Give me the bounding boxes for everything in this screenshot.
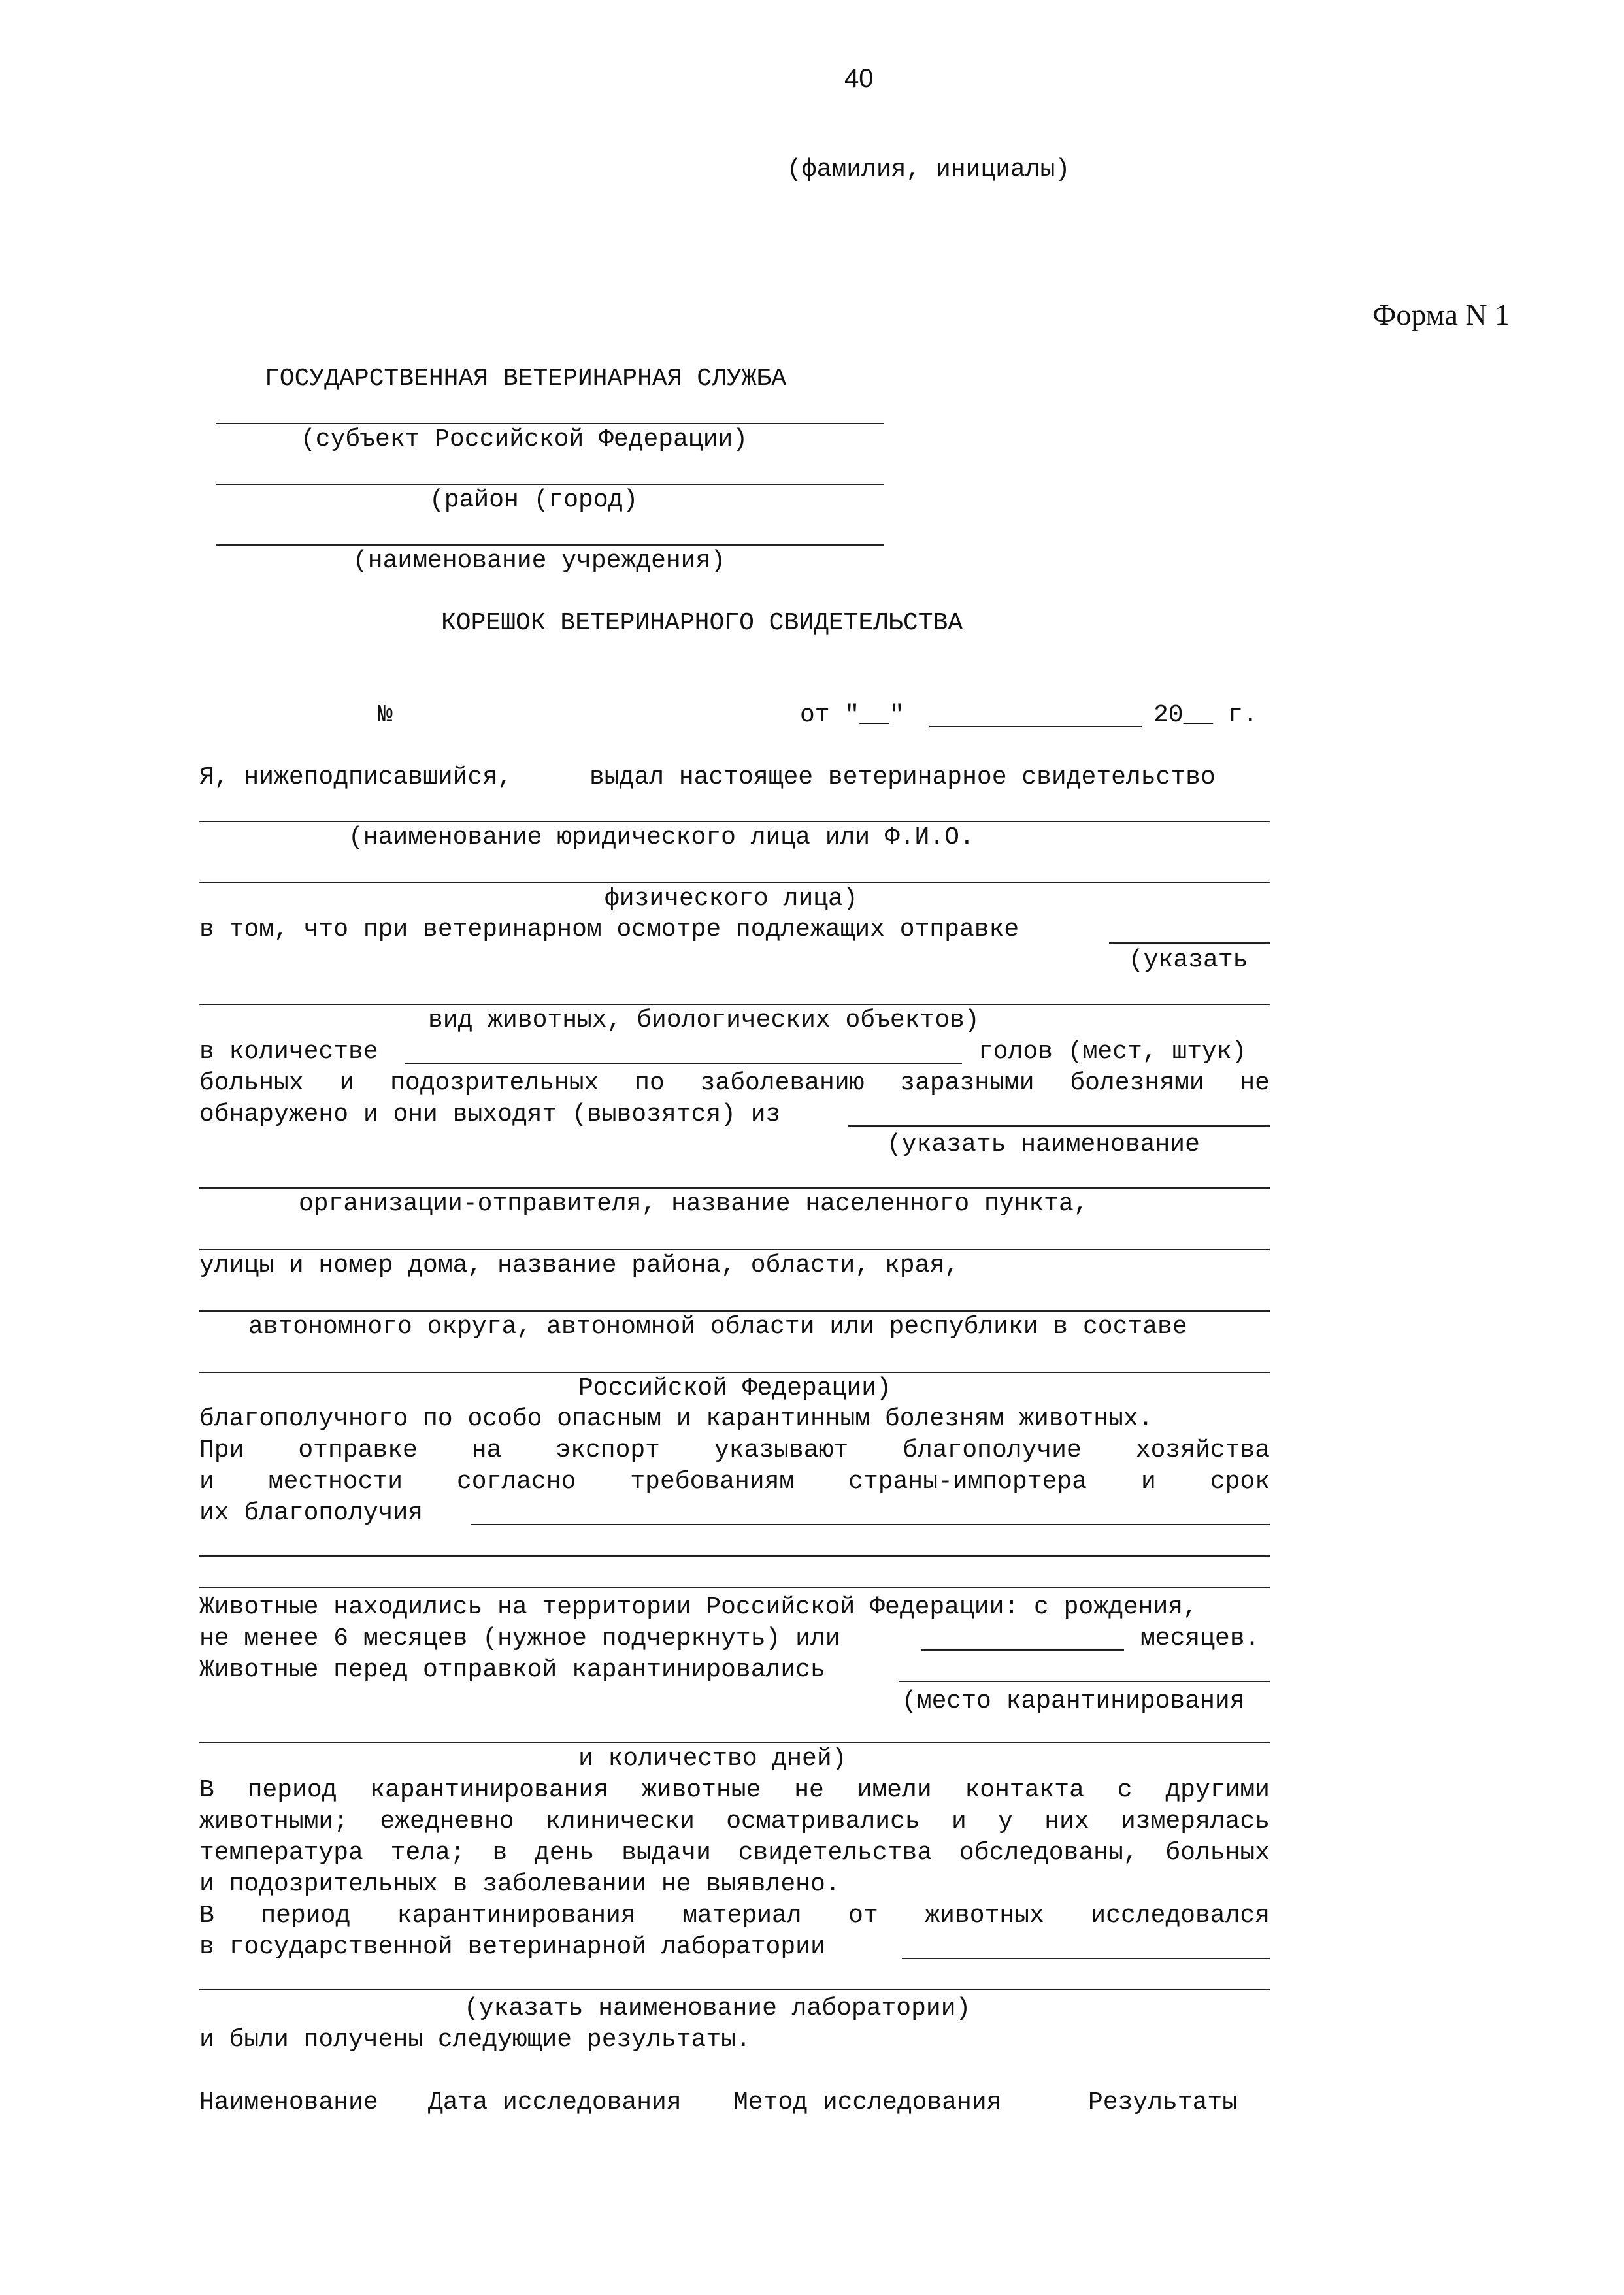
date-year: 20__ г. — [1153, 701, 1258, 729]
date-from: от "__" — [800, 701, 904, 729]
text-line: Животные находились на территории Российской Федерации: с рождения, — [199, 1593, 1198, 1621]
text-line: выдал настоящее ветеринарное свидетельство — [589, 763, 1216, 791]
blank-line — [199, 821, 1270, 822]
blank-line — [199, 1249, 1270, 1250]
text-line: в государственной ветеринарной лаборатории — [199, 1933, 825, 1961]
text-line: животными; ежедневно клинически осматривались и у них измерялась — [199, 1808, 1270, 1836]
text-line: не менее 6 месяцев (нужное подчеркнуть) или — [199, 1625, 840, 1653]
text-line: в количестве — [199, 1038, 378, 1066]
district-line — [216, 484, 884, 485]
text-line: и местности согласно требованиям страны-импортера и срок — [199, 1468, 1270, 1496]
service-name: ГОСУДАРСТВЕННАЯ ВЕТЕРИНАРНАЯ СЛУЖБА — [265, 365, 787, 393]
blank-line — [199, 1587, 1270, 1588]
caption: и количество дней) — [578, 1745, 847, 1773]
signature-caption: (фамилия, инициалы) — [787, 156, 1070, 184]
document-title: КОРЕШОК ВЕТЕРИНАРНОГО СВИДЕТЕЛЬСТВА — [441, 609, 963, 637]
district-caption: (район (город) — [429, 486, 638, 514]
blank-line — [902, 1958, 1270, 1959]
page-number: 40 — [844, 64, 874, 93]
institution-caption: (наименование учреждения) — [353, 547, 726, 575]
caption: автономного округа, автономной области или республики в составе — [248, 1313, 1187, 1341]
text-line: температура тела; в день выдачи свидетельства обследованы, больных — [199, 1839, 1270, 1867]
text-line: и были получены следующие результаты. — [199, 2026, 751, 2054]
subject-line — [216, 423, 884, 424]
text-line: в том, что при ветеринарном осмотре подлежащих отправке — [199, 916, 1019, 944]
months-line — [921, 1649, 1124, 1651]
column-header-method: Метод исследования — [733, 2089, 1002, 2117]
text-line: При отправке на экспорт указывают благополучие хозяйства — [199, 1436, 1270, 1464]
text-line: Животные перед отправкой карантинировались — [199, 1656, 825, 1684]
blank-line — [199, 882, 1270, 883]
text-line: обнаружено и они выходят (вывозятся) из — [199, 1100, 781, 1129]
text-line: Я, нижеподписавшийся, — [199, 763, 512, 791]
text-line: и подозрительных в заболевании не выявлено. — [199, 1870, 840, 1898]
blank-line — [199, 1372, 1270, 1373]
caption: организации-отправителя, название населенного пункта, — [299, 1190, 1089, 1218]
date-month-line — [929, 726, 1142, 727]
text-line: голов (мест, штук) — [978, 1038, 1247, 1066]
caption: (указать наименование лаборатории) — [464, 1994, 971, 2023]
caption: (указать наименование — [887, 1131, 1200, 1159]
text-line: В период карантинирования животные не имели контакта с другими — [199, 1776, 1270, 1804]
caption: физического лица) — [605, 885, 858, 913]
text-line: месяцев. — [1140, 1625, 1260, 1653]
blank-line — [199, 1555, 1270, 1557]
blank-line — [1109, 942, 1270, 944]
blank-line — [199, 1187, 1270, 1189]
column-header-name: Наименование — [199, 2089, 378, 2117]
blank-line — [199, 1004, 1270, 1005]
caption: (место карантинирования — [902, 1687, 1245, 1715]
text-line: благополучного по особо опасным и карантинным болезням животных. — [199, 1405, 1153, 1433]
caption: улицы и номер дома, название района, области, края, — [199, 1251, 959, 1280]
caption: вид животных, биологических объектов) — [428, 1006, 980, 1034]
quantity-line — [405, 1063, 962, 1064]
blank-line — [848, 1125, 1270, 1127]
number-sign: № — [378, 701, 393, 729]
institution-line — [216, 544, 884, 546]
blank-line — [199, 1742, 1270, 1743]
column-header-results: Результаты — [1088, 2089, 1238, 2117]
caption: (указать — [1129, 946, 1248, 974]
column-header-date: Дата исследования — [428, 2089, 682, 2117]
text-line: больных и подозрительных по заболеванию заразными болезнями не — [199, 1069, 1270, 1097]
blank-line — [899, 1681, 1270, 1682]
blank-line — [199, 1989, 1270, 1990]
form-label: Форма N 1 — [1372, 298, 1510, 331]
text-line: В период карантинирования материал от животных исследовался — [199, 1902, 1270, 1930]
blank-line — [199, 1310, 1270, 1312]
blank-line — [471, 1524, 1270, 1525]
text-line: их благополучия — [199, 1499, 423, 1527]
subject-caption: (субъект Российской Федерации) — [301, 425, 748, 454]
caption: Российской Федерации) — [578, 1374, 891, 1402]
caption: (наименование юридического лица или Ф.И.О. — [348, 823, 974, 851]
